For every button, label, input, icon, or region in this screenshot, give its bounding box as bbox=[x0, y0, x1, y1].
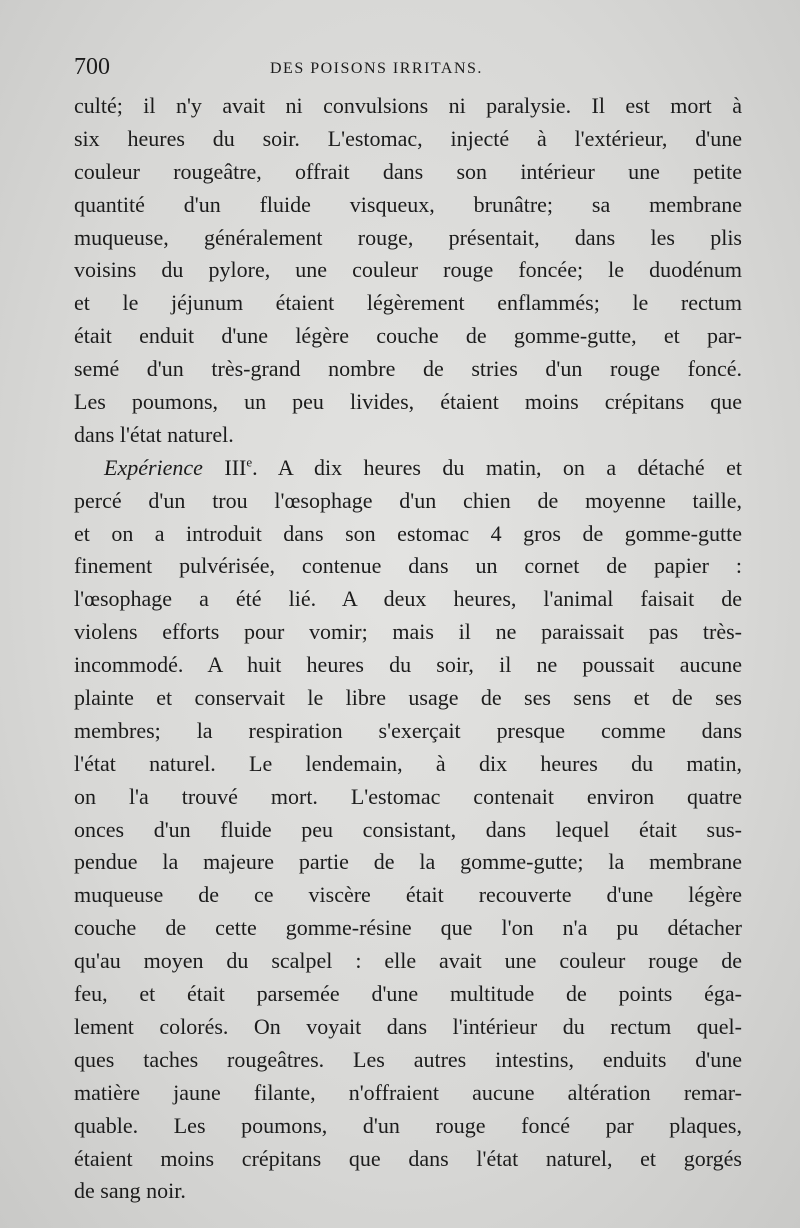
text-line-continuation: . A dix heures du matin, on a détaché et bbox=[252, 454, 743, 480]
text-line: dans l'état naturel. bbox=[74, 421, 234, 447]
text-line: pendue la majeure partie de la gomme-gutte; la membrane bbox=[74, 849, 742, 875]
text-line: semé d'un très-grand nombre de stries d'un rouge foncé. bbox=[74, 356, 742, 382]
text-line: quantité d'un fluide visqueux, brunâtre; sa membrane bbox=[74, 191, 742, 217]
text-line: qu'au moyen du scalpel : elle avait une couleur rouge de bbox=[74, 948, 742, 974]
running-head: DES POISONS IRRITANS. bbox=[270, 60, 483, 77]
experiment-heading-line bbox=[74, 452, 742, 485]
text-line: culté; il n'y avait ni convulsions ni paralysie. Il est mort à bbox=[74, 93, 742, 118]
text-line: plainte et conservait le libre usage de ses sens et de ses bbox=[74, 685, 742, 711]
text-line: membres; la respiration s'exerçait presque comme dans bbox=[74, 717, 742, 743]
experiment-numeral-suffix: e bbox=[246, 454, 253, 470]
text-line: et on a introduit dans son estomac 4 gros de gomme-gutte bbox=[74, 520, 742, 546]
text-line: six heures du soir. L'estomac, injecté à l'extérieur, d'une bbox=[74, 125, 742, 151]
text-line: violens efforts pour vomir; mais il ne paraissait pas très- bbox=[74, 619, 742, 645]
text-line: incommodé. A huit heures du soir, il ne poussait aucune bbox=[74, 652, 742, 678]
page-header bbox=[74, 54, 734, 90]
body-text bbox=[74, 90, 742, 1208]
text-line: l'état naturel. Le lendemain, à dix heures du matin, bbox=[74, 750, 742, 776]
text-line: couche de cette gomme-résine que l'on n'a pu détacher bbox=[74, 915, 742, 941]
text-line: ques taches rougeâtres. Les autres intestins, enduits d'une bbox=[74, 1046, 742, 1072]
text-line: muqueuse de ce viscère était recouverte d'une légère bbox=[74, 882, 742, 908]
text-line: était enduit d'une légère couche de gomme-gutte, et par- bbox=[74, 323, 742, 349]
text-line: et le jéjunum étaient légèrement enflammés; le rectum bbox=[74, 290, 742, 316]
text-line: onces d'un fluide peu consistant, dans lequel était sus- bbox=[74, 816, 742, 842]
text-line: quable. Les poumons, d'un rouge foncé par plaques, bbox=[74, 1112, 742, 1138]
text-line: voisins du pylore, une couleur rouge foncée; le duodénum bbox=[74, 257, 742, 283]
experiment-label: Expérience bbox=[104, 454, 203, 480]
text-line: de sang noir. bbox=[74, 1178, 186, 1204]
text-line: feu, et était parsemée d'une multitude de points éga- bbox=[74, 981, 742, 1007]
experiment-numeral: III bbox=[224, 454, 247, 480]
text-line: percé d'un trou l'œsophage d'un chien de moyenne taille, bbox=[74, 487, 742, 513]
text-line: on l'a trouvé mort. L'estomac contenait environ quatre bbox=[74, 783, 742, 809]
text-line: étaient moins crépitans que dans l'état naturel, et gorgés bbox=[74, 1145, 742, 1171]
text-line: finement pulvérisée, contenue dans un cornet de papier : bbox=[74, 553, 742, 579]
text-line: muqueuse, généralement rouge, présentait, dans les plis bbox=[74, 224, 742, 250]
text-line: couleur rougeâtre, offrait dans son intérieur une petite bbox=[74, 158, 742, 184]
text-line: l'œsophage a été lié. A deux heures, l'animal faisait de bbox=[74, 586, 742, 612]
page-number: 700 bbox=[74, 54, 110, 80]
text-line: lement colorés. On voyait dans l'intérieur du rectum quel- bbox=[74, 1013, 742, 1039]
text-line: matière jaune filante, n'offraient aucune altération remar- bbox=[74, 1079, 742, 1105]
text-line: Les poumons, un peu livides, étaient moins crépitans que bbox=[74, 389, 742, 415]
